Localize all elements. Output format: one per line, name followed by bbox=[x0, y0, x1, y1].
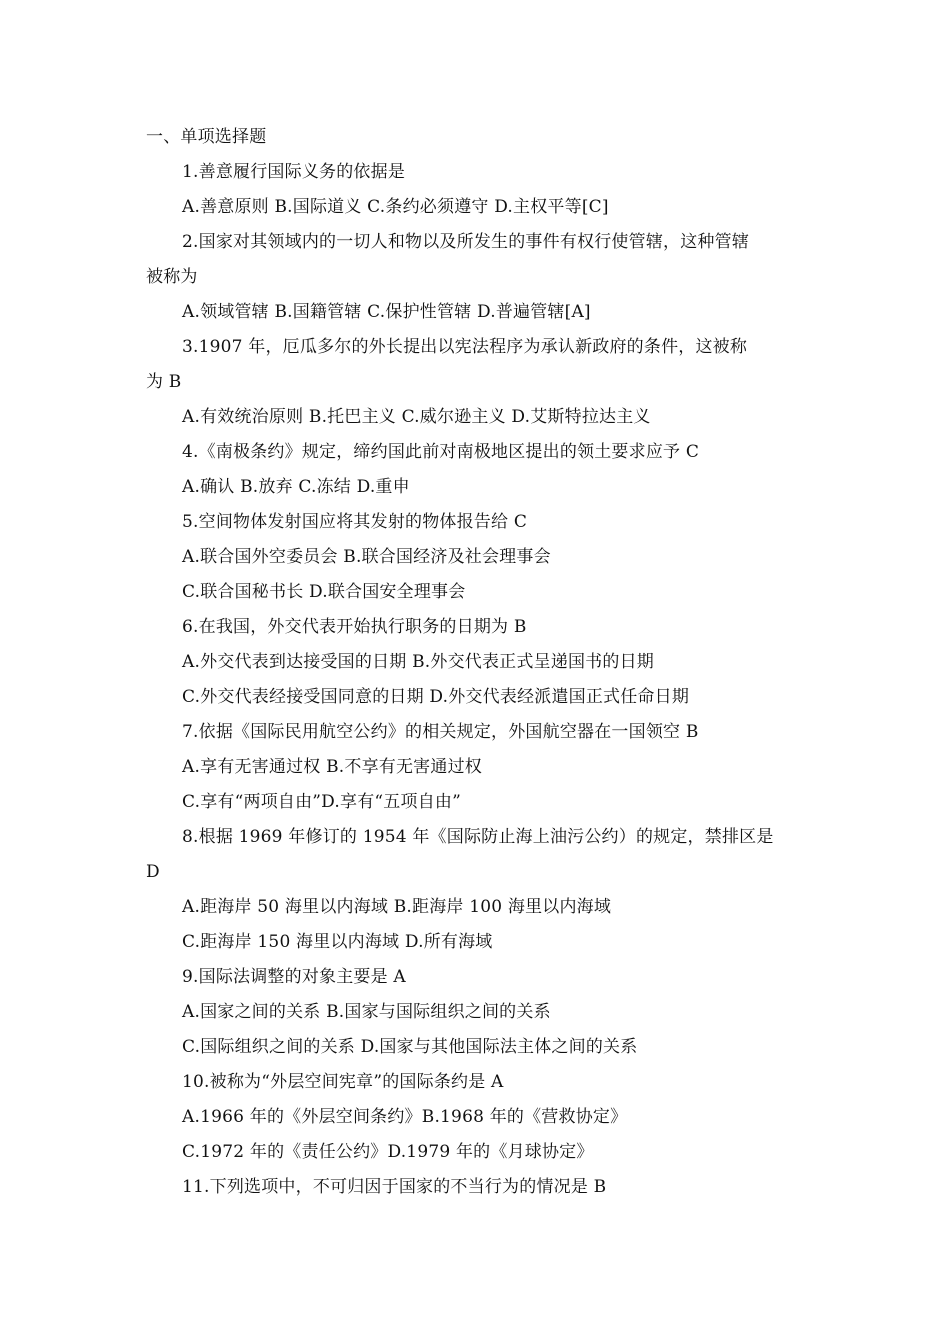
question-2-options: A.领域管辖 B.国籍管辖 C.保护性管辖 D.普遍管辖[A] bbox=[182, 302, 591, 322]
question-11: 11.下列选项中，不可归因于国家的不当行为的情况是 B bbox=[182, 1177, 607, 1197]
question-4-options: A.确认 B.放弃 C.冻结 D.重申 bbox=[182, 477, 410, 497]
question-6-options-cd: C.外交代表经接受国同意的日期 D.外交代表经派遣国正式任命日期 bbox=[182, 687, 690, 707]
question-6: 6.在我国，外交代表开始执行职务的日期为 B bbox=[182, 617, 527, 637]
question-3-continued: 为 B bbox=[146, 372, 182, 392]
question-8-options-cd: C.距海岸 150 海里以内海域 D.所有海域 bbox=[182, 932, 493, 952]
section-title: 一、单项选择题 bbox=[146, 127, 267, 147]
question-1: 1.善意履行国际义务的依据是 bbox=[182, 162, 406, 182]
question-3-options: A.有效统治原则 B.托巴主义 C.威尔逊主义 D.艾斯特拉达主义 bbox=[182, 407, 651, 427]
question-4: 4.《南极条约》规定，缔约国此前对南极地区提出的领土要求应予 C bbox=[182, 442, 700, 462]
question-3: 3.1907 年，厄瓜多尔的外长提出以宪法程序为承认新政府的条件，这被称 bbox=[182, 337, 748, 357]
question-1-options: A.善意原则 B.国际道义 C.条约必须遵守 D.主权平等[C] bbox=[182, 197, 609, 217]
question-10-options-cd: C.1972 年的《责任公约》D.1979 年的《月球协定》 bbox=[182, 1142, 594, 1162]
question-5: 5.空间物体发射国应将其发射的物体报告给 C bbox=[182, 512, 528, 532]
question-8-continued: D bbox=[146, 862, 160, 882]
question-5-options-ab: A.联合国外空委员会 B.联合国经济及社会理事会 bbox=[182, 547, 551, 567]
question-2-continued: 被称为 bbox=[146, 267, 198, 287]
question-7-options-cd: C.享有“两项自由”D.享有“五项自由” bbox=[182, 792, 461, 812]
question-9: 9.国际法调整的对象主要是 A bbox=[182, 967, 406, 987]
question-6-options-ab: A.外交代表到达接受国的日期 B.外交代表正式呈递国书的日期 bbox=[182, 652, 654, 672]
question-7: 7.依据《国际民用航空公约》的相关规定，外国航空器在一国领空 B bbox=[182, 722, 699, 742]
question-9-options-ab: A.国家之间的关系 B.国家与国际组织之间的关系 bbox=[182, 1002, 551, 1022]
question-8: 8.根据 1969 年修订的 1954 年《国际防止海上油污公约）的规定，禁排区是 bbox=[182, 827, 774, 847]
question-9-options-cd: C.国际组织之间的关系 D.国家与其他国际法主体之间的关系 bbox=[182, 1037, 638, 1057]
question-10: 10.被称为“外层空间宪章”的国际条约是 A bbox=[182, 1072, 504, 1092]
question-10-options-ab: A.1966 年的《外层空间条约》B.1968 年的《营救协定》 bbox=[182, 1107, 628, 1127]
question-7-options-ab: A.享有无害通过权 B.不享有无害通过权 bbox=[182, 757, 482, 777]
question-8-options-ab: A.距海岸 50 海里以内海域 B.距海岸 100 海里以内海域 bbox=[182, 897, 612, 917]
question-5-options-cd: C.联合国秘书长 D.联合国安全理事会 bbox=[182, 582, 466, 602]
question-2: 2.国家对其领域内的一切人和物以及所发生的事件有权行使管辖，这种管辖 bbox=[182, 232, 750, 252]
